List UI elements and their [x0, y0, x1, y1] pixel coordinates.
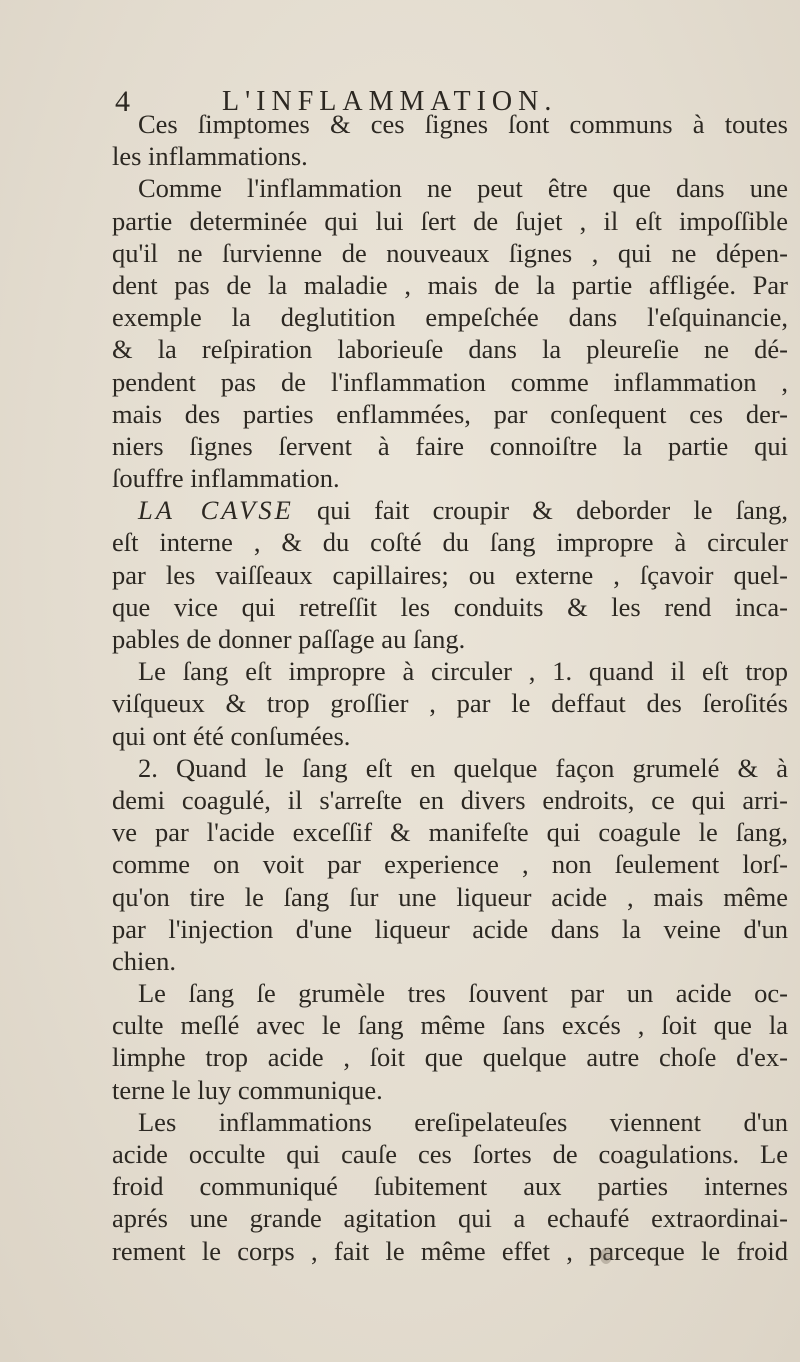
text-line-31: terne le luy communique.	[112, 1074, 383, 1105]
text-line-2: les inflammations.	[112, 141, 308, 172]
running-title: L'INFLAMMATION.	[222, 86, 558, 117]
text-line-28: Le ſang ſe grumèle tres ſouvent par un acide oc-	[138, 978, 788, 1009]
text-line-19: viſqueux & trop groſſier , par le deffaut des ſeroſités	[112, 688, 788, 719]
text-line-32: Les inflammations ereſipelateuſes viennent d'un	[138, 1106, 788, 1137]
text-line-23: ve par l'acide exceſſif & manifeſte qui coagule le ſang,	[112, 817, 788, 848]
text-line-6: dent pas de la maladie , mais de la partie affligée. Par	[112, 269, 788, 300]
text-line-13	[112, 494, 788, 526]
text-line-26: par l'injection d'une liqueur acide dans la veine d'un	[112, 913, 788, 944]
text-line-14: eſt interne , & du coſté du ſang impropre à circuler	[112, 527, 788, 558]
text-line-16: que vice qui retreſſit les conduits & les rend inca-	[112, 591, 788, 622]
text-line-1: Ces ſimptomes & ces ſignes ſont communs à toutes	[138, 109, 788, 139]
text-line-9: pendent pas de l'inflammation comme inflammation ,	[112, 366, 788, 397]
text-line-36: rement le corps , fait le même effet , parceque le froid	[112, 1235, 788, 1266]
text-line-22: demi coagulé, il s'arreſte en divers endroits, ce qui arri-	[112, 784, 788, 815]
text-line-18: Le ſang eſt impropre à circuler , 1. quand il eſt trop	[138, 656, 788, 687]
text-line-21: 2. Quand le ſang eſt en quelque façon grumelé & à	[138, 752, 788, 783]
text-line-24: comme on voit par experience , non ſeulement lorſ-	[112, 849, 788, 880]
ink-stain	[600, 1248, 612, 1264]
text-line-4: partie determinée qui lui ſert de ſujet , il eſt impoſſible	[112, 205, 788, 236]
text-line-10: mais des parties enflammées, par conſequent ces der-	[112, 398, 788, 429]
text-line-13-rest: qui fait croupir & deborder le ſang,	[317, 495, 789, 526]
text-line-34: froid communiqué ſubitement aux parties internes	[112, 1171, 788, 1202]
text-line-35: aprés une grande agitation qui a echaufé extraordinai-	[112, 1203, 788, 1234]
text-line-8: & la reſpiration laborieuſe dans la pleureſie ne dé-	[112, 334, 788, 365]
text-line-12: ſouffre inflammation.	[112, 463, 340, 494]
body-text	[112, 108, 788, 1267]
page-number: 4	[115, 85, 130, 118]
text-line-20: qui ont été conſumées.	[112, 720, 351, 751]
text-line-17: pables de donner paſſage au ſang.	[112, 624, 466, 654]
text-line-11: niers ſignes ſervent à faire connoiſtre la partie qui	[112, 430, 788, 461]
cause-heading: LA CAVSE	[138, 495, 294, 526]
text-line-27: chien.	[112, 945, 177, 976]
text-line-3: Comme l'inflammation ne peut être que dans une	[138, 173, 788, 204]
text-line-30: limphe trop acide , ſoit que quelque autre choſe d'ex-	[112, 1042, 788, 1073]
text-line-33: acide occulte qui cauſe ces ſortes de coagulations. Le	[112, 1139, 788, 1169]
text-line-25: qu'on tire le ſang ſur une liqueur acide , mais même	[112, 881, 788, 912]
text-line-29: culte meſlé avec le ſang même ſans excés , ſoit que la	[112, 1010, 788, 1041]
text-line-15: par les vaiſſeaux capillaires; ou externe , ſçavoir quel-	[112, 559, 788, 590]
text-line-7: exemple la deglutition empeſchée dans l'eſquinancie,	[112, 302, 788, 333]
text-line-5: qu'il ne ſurvienne de nouveaux ſignes , qui ne dépen-	[112, 237, 788, 268]
